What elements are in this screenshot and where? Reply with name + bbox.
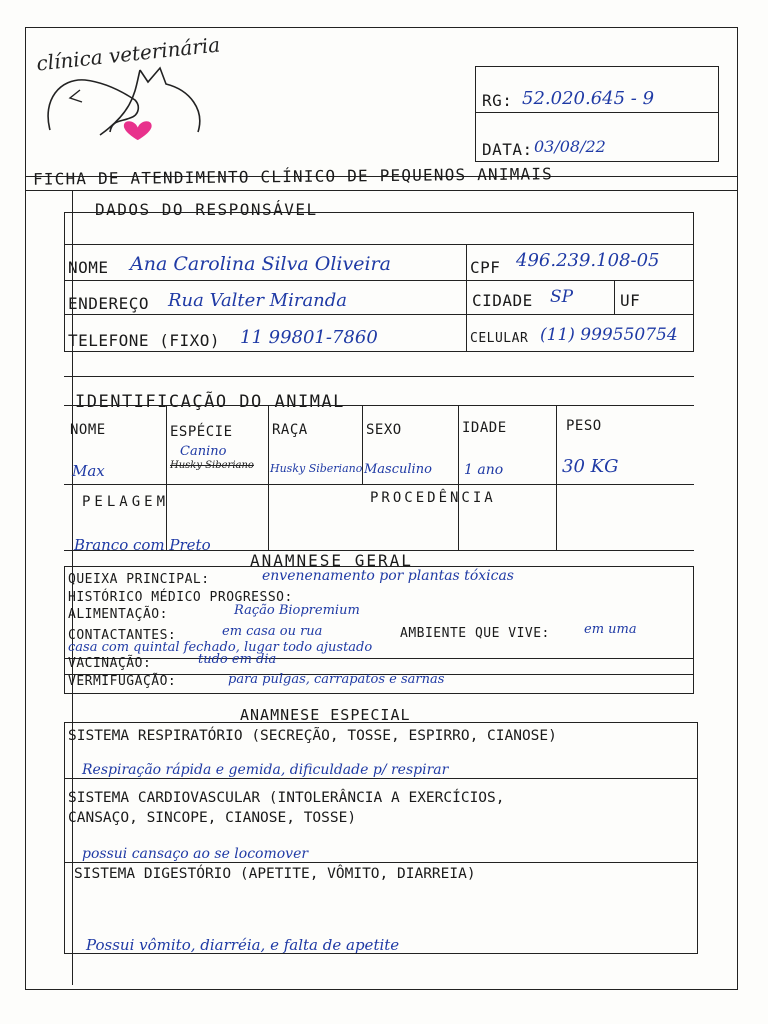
animal-mid-line	[64, 484, 694, 485]
anamnese-especial-title: ANAMNESE ESPECIAL	[240, 706, 411, 724]
ambiente-value: em uma	[584, 622, 637, 637]
animal-col-4	[458, 405, 459, 550]
date-label: DATA:	[482, 140, 533, 159]
historico-label: HISTÓRICO MÉDICO PROGRESSO:	[68, 590, 293, 605]
rg-value: 52.020.645 - 9	[522, 88, 655, 109]
animal-col-2	[268, 405, 269, 550]
uf-label: UF	[620, 291, 641, 310]
cardio-value: possui cansaço ao se locomover	[82, 846, 309, 862]
raca-value: Husky Siberiano	[270, 462, 363, 475]
resp-line-2	[64, 280, 694, 281]
animal-top-line	[64, 405, 694, 406]
ae-line-2	[64, 862, 698, 863]
contactantes-label: CONTACTANTES:	[68, 628, 177, 643]
sexo-value: Masculino	[364, 462, 432, 477]
col-idade: IDADE	[462, 420, 507, 436]
col-nome: NOME	[70, 422, 106, 438]
col-sexo: SEXO	[366, 422, 402, 438]
cidade-label: CIDADE	[472, 291, 533, 310]
peso-value: 30 KG	[562, 456, 619, 477]
animal-title: IDENTIFICAÇÃO DO ANIMAL	[75, 392, 345, 412]
alimentacao-value: Ração Biopremium	[234, 603, 360, 618]
animal-nome-value: Max	[72, 462, 105, 480]
col-raca: RAÇA	[272, 422, 308, 438]
respiratorio-label: SISTEMA RESPIRATÓRIO (SECREÇÃO, TOSSE, ESPIRRO, CIANOSE)	[68, 728, 557, 744]
ambiente-label: AMBIENTE QUE VIVE:	[400, 626, 550, 641]
pelagem-label: PELAGEM	[82, 494, 170, 510]
resp-bottom-line	[64, 376, 694, 377]
col-especie: ESPÉCIE	[170, 424, 233, 440]
title-bottom-line	[25, 190, 738, 191]
queixa-label: QUEIXA PRINCIPAL:	[68, 572, 210, 587]
resp-line-3	[64, 314, 694, 315]
queixa-value: envenenamento por plantas tóxicas	[262, 568, 514, 584]
celular-label: CELULAR	[470, 331, 529, 346]
clinic-name: clínica veterinária	[35, 32, 222, 76]
cardio-label-2: CANSAÇO, SINCOPE, CIANOSE, TOSSE)	[68, 810, 357, 826]
vermifugacao-label: VERMIFUGAÇÃO:	[68, 674, 177, 689]
vacinacao-label: VACINAÇÃO:	[68, 656, 152, 671]
date-value: 03/08/22	[534, 137, 606, 156]
uf-divider	[614, 280, 615, 314]
col-peso: PESO	[566, 418, 602, 434]
cpf-value: 496.239.108-05	[516, 250, 660, 271]
idade-value: 1 ano	[464, 462, 504, 478]
ag-line-1	[64, 658, 694, 659]
respiratorio-value: Respiração rápida e gemida, dificuldade p/ respirar	[82, 762, 449, 778]
ambiente-value-2: casa com quintal fechado, lugar todo ajustado	[68, 640, 373, 655]
anamnese-geral-title: ANAMNESE GERAL	[250, 551, 413, 570]
ae-line-1	[64, 778, 698, 779]
responsavel-title: DADOS DO RESPONSÁVEL	[95, 200, 318, 219]
especie-struck: Husky Siberiano	[170, 460, 254, 471]
especie-value: Canino	[180, 444, 227, 459]
vacinacao-value: tudo em dia	[198, 652, 277, 667]
digestorio-label: SISTEMA DIGESTÓRIO (APETITE, VÔMITO, DIARREIA)	[74, 866, 476, 882]
rg-line	[475, 112, 719, 113]
cidade-value: SP	[550, 287, 574, 307]
celular-value: (11) 999550754	[540, 325, 678, 345]
nome-label: NOME	[68, 258, 109, 277]
nome-value: Ana Carolina Silva Oliveira	[130, 253, 391, 275]
vermifugacao-value: para pulgas, carrapatos e sarnas	[228, 672, 445, 687]
pelagem-value: Branco com Preto	[74, 536, 211, 554]
cardio-label-1: SISTEMA CARDIOVASCULAR (INTOLERÂNCIA A EXERCÍCIOS,	[68, 790, 505, 806]
pets-logo-icon	[40, 60, 215, 150]
rg-label: RG:	[482, 91, 513, 110]
contactantes-value: em casa ou rua	[222, 624, 323, 639]
anamnese-especial-box	[64, 722, 698, 954]
digestorio-value: Possui vômito, diarréia, e falta de apetite	[86, 936, 400, 954]
procedencia-label: PROCEDÊNCIA	[370, 490, 496, 506]
resp-divider	[466, 244, 467, 352]
form-title: FICHA DE ATENDIMENTO CLÍNICO DE PEQUENOS ANIMAIS	[32, 164, 554, 189]
endereco-value: Rua Valter Miranda	[168, 290, 348, 311]
cpf-label: CPF	[470, 258, 501, 277]
telefone-label: TELEFONE (FIXO)	[68, 331, 220, 350]
animal-col-5	[556, 405, 557, 550]
telefone-value: 11 99801-7860	[240, 327, 378, 348]
alimentacao-label: ALIMENTAÇÃO:	[68, 607, 168, 622]
resp-line-1	[64, 244, 694, 245]
endereco-label: ENDEREÇO	[68, 294, 150, 313]
animal-col-1	[166, 405, 167, 550]
